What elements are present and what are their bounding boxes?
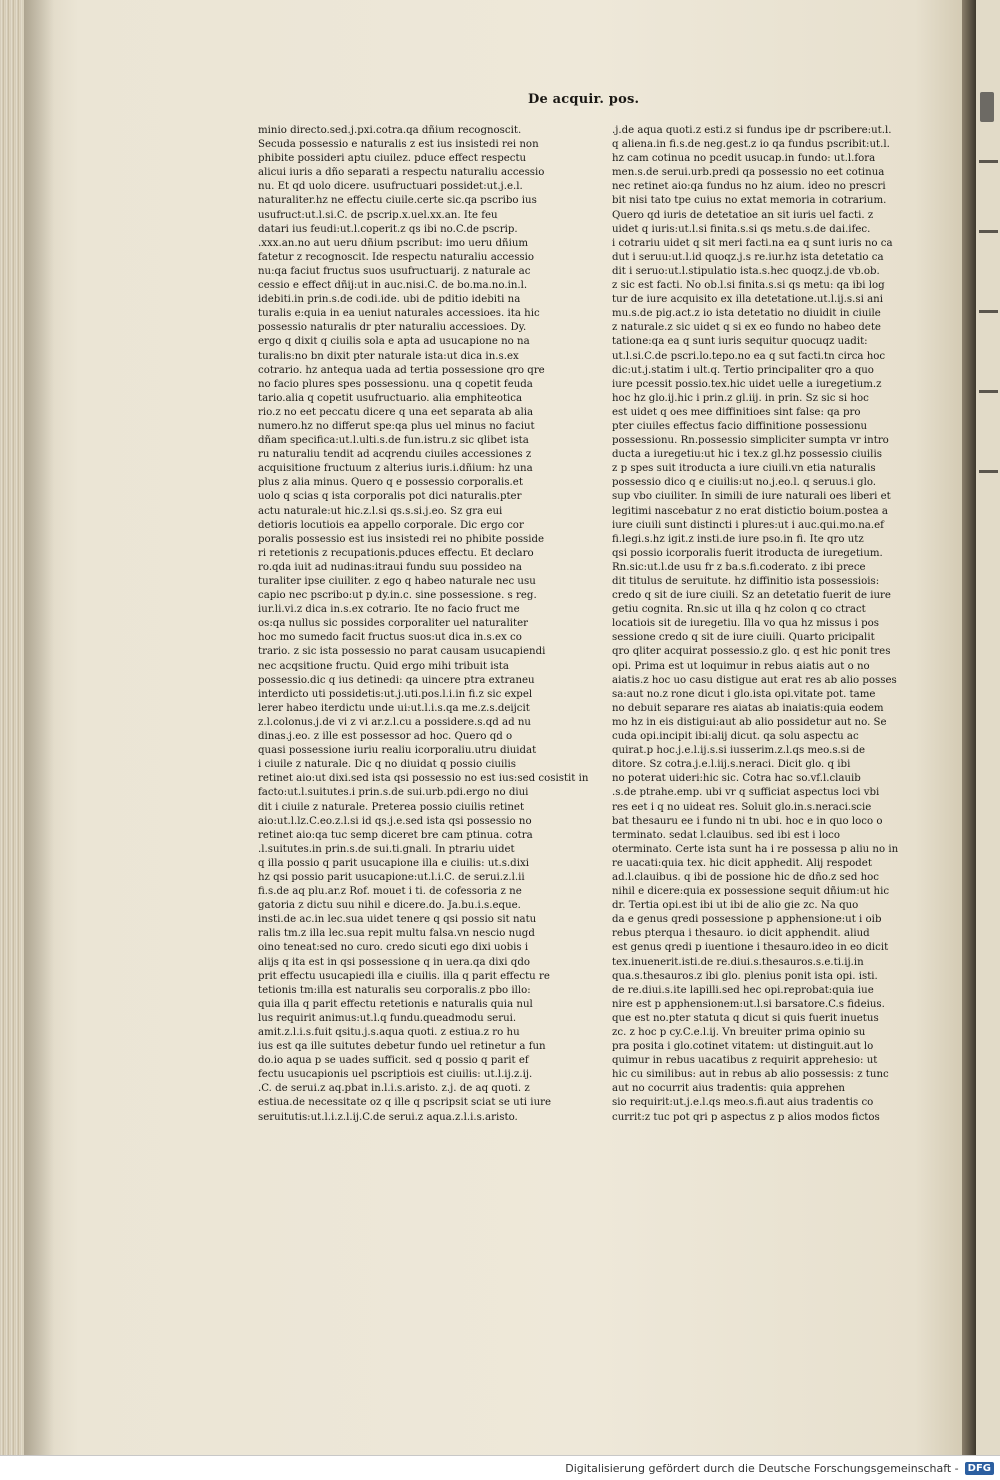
digitization-footer [0,1455,1000,1480]
text-line: no debuit separare res aiatas ab inaiatis:quia eodem [612,702,884,714]
text-line: pter ciuiles effectus facio diffinitione possessionu [612,420,868,432]
text-line: zc. z hoc p cy.C.e.l.ij. Vn breuiter prima opinio su [612,1027,866,1038]
text-line: ru naturaliu tendit ad acqrendu ciuiles accessiones z [258,449,532,461]
text-line: nec retinet aio:qa fundus no hz aium. ideo no prescri [612,181,886,193]
text-line: est genus qredi p iuentione i thesauro.ideo in eo dicit [612,942,889,954]
text-line: sup vbo ciuiliter. In simili de iure naturali oes liberi et [612,491,891,503]
text-line: ut.l.si.C.de pscri.lo.tepo.no ea q sut facti.tn circa hoc [612,350,886,362]
text-line: tetionis tm:illa est naturalis seu corporalis.z pbo illo: [258,984,531,996]
text-line: est uidet q oes mee diffinitioes sint false: qa pro [612,406,861,418]
text-line: do.io aqua p se uades sufficit. sed q possio q parit ef [258,1055,529,1067]
text-line: seruitutis:ut.l.i.z.l.ij.C.de serui.z aqua.z.l.i.s.aristo. [258,1111,518,1123]
text-line: .s.de ptrahe.emp. ubi vr q sufficiat aspectus loci vbi [612,787,880,799]
text-line: trario. z sic ista possessio no parat causam usucapiendi [258,646,546,658]
dfg-logo: DFG [965,1462,994,1475]
text-line: poralis possessio est ius insistedi rei no phibite posside [258,533,545,545]
text-line: dr. Tertia opi.est ibi ut ibi de alio gie zc. Na quo [612,900,859,912]
text-line: pra posita i glo.cotinet vitatem: ut distinguit.aut lo [612,1041,874,1053]
text-line: nu:qa faciut fructus suos usufructuarij. z naturale ac [258,265,531,277]
text-line: cuda opi.incipit ibi:alij dicut. qa solu aspectu ac [612,731,859,743]
text-line: .C. de serui.z aq.pbat in.l.i.s.aristo. z.j. de aq quoti. z [258,1083,530,1095]
text-line: rio.z no eet peccatu dicere q una eet separata ab alia [258,406,534,418]
text-line: Quero qd iuris de detetatioe an sit iuris uel facti. z [612,209,874,221]
text-line: amit.z.l.i.s.fuit qsitu.j.s.aqua quoti. z estiua.z ro hu [258,1027,520,1038]
book-fore-edge [0,0,24,1455]
text-line: q illa possio q parit usucapione illa e ciuilis: ut.s.dixi [258,857,529,869]
text-line: dñam specifica:ut.l.ulti.s.de fun.istru.z sic qlibet ista [258,435,529,447]
facing-page-edge [976,0,1000,1455]
text-line: actu naturale:ut hic.z.l.si qs.s.si.j.eo. Sz gra eui [258,505,503,517]
text-line: tur de iure acquisito ex illa detetatione.ut.l.ij.s.si ani [612,294,883,306]
text-line: fectu usucapionis uel pscriptiois est ciuilis: ut.l.ij.z.ij. [258,1069,533,1081]
text-line: ergo q dixit q ciuilis sola e apta ad usucapione no na [258,336,530,348]
text-line: da e genus qredi possessione p apphensione:ut i oib [612,914,882,926]
text-line: possessio dico q e ciuilis:ut no.j.eo.l. q seruus.i glo. [612,477,877,489]
text-line: iure pcessit possio.tex.hic uidet uelle a iuregetium.z [612,378,882,390]
text-line: ri retetionis z recupationis.pduces effectu. Et declaro [258,547,534,559]
text-line: sessione credo q sit de iure ciuili. Quarto pricipalit [612,632,875,644]
facing-text-fragment [979,230,998,233]
text-line: re uacati:quia tex. hic dicit apphedit. Alij respodet [612,857,872,869]
text-line: ro.qda iuit ad nudinas:itraui fundu suu possideo na [258,561,522,573]
text-line: lus requirit animus:ut.l.q fundu.queadmodu serui. [258,1012,517,1024]
text-line: dit titulus de seruitute. hz diffinitio ista possessiois: [612,576,880,587]
text-line: q aliena.in fi.s.de neg.gest.z io qa fundus pscribit:ut.l. [612,139,890,151]
text-line: plus z alia minus. Quero q e possessio corporalis.et [258,477,523,489]
text-line: alicui iuris a dño separati a respectu naturaliu accessio [258,167,545,179]
text-line: Secuda possessio e naturalis z est ius insistedi rei non [258,139,539,151]
text-line: men.s.de serui.urb.predi qa possessio no eet cotinua [612,167,885,179]
text-line: alijs q ita est in qsi possessione q in uera.qa dixi qdo [258,956,530,968]
text-line: acquisitione fructuum z alterius iuris.i.dñium: hz una [258,463,533,475]
text-line: oino teneat:sed no curo. credo sicuti ego dixi uobis i [258,942,529,954]
text-line: sa:aut no.z rone dicut i glo.ista opi.vitate pot. tame [612,688,876,700]
text-line: tatione:qa ea q sunt iuris sequitur quocuqz uadit: [612,336,868,348]
text-line: cotrario. hz antequa uada ad tertia possessione qro qre [258,364,545,376]
text-line: oterminato. Certe ista sunt ha i re possessa p aliu no in [612,843,899,855]
text-line: opi. Prima est ut loquimur in rebus aiatis aut o no [612,660,870,672]
text-line: no poterat uideri:hic sic. Cotra hac so.vf.l.clauib [612,773,861,785]
text-line: retinet aio:qa tuc semp diceret bre cam ptinua. cotra [258,829,533,841]
text-line: insti.de ac.in lec.sua uidet tenere q qsi possio sit natu [258,914,537,926]
text-line: qro qliter acquirat possessio.z glo. q est hic ponit tres [612,646,891,658]
text-line: ditore. Sz cotra.j.e.l.iij.s.neraci. Dicit glo. q ibi [612,759,851,771]
facing-text-fragment [979,470,998,473]
text-line: ius est qa ille suitutes debetur fundo uel retinetur a fun [258,1041,546,1053]
text-line: qsi possio icorporalis fuerit itroducta de iuregetium. [612,547,883,559]
text-line: uolo q scias q ista corporalis pot dici naturalis.pter [258,491,522,503]
text-line: gatoria z dictu suu nihil e dicere.do. Ja.bu.i.s.eque. [258,900,521,912]
running-head: De acquir. pos. [528,92,640,107]
text-line: facto:ut.l.suitutes.i prin.s.de sui.urb.pdi.ergo no diui [258,787,529,799]
text-line: possessio naturalis dr pter naturaliu accessioes. Dy. [258,322,527,334]
text-line: qua.s.thesauros.z ibi glo. plenius ponit ista opi. isti. [612,970,878,982]
text-line: terminato. sedat l.clauibus. sed ibi est i loco [612,829,841,841]
text-line: mo hz in eis distigui:aut ab alio possidetur aut no. Se [612,716,887,728]
page-shadow [24,0,54,1455]
text-line: lerer habeo iterdictu unde ui:ut.l.i.s.qa me.z.s.deijcit [258,702,530,714]
text-line: hic cu similibus: aut in rebus ab alio possessis: z tunc [612,1069,889,1081]
text-line: possessio.dic q ius detinedi: qa uincere ptra extraneu [258,674,535,686]
text-line: fi.s.de aq plu.ar.z Rof. mouet i ti. de cofessoria z ne [258,886,522,898]
text-line: locatiois sit de iuregetiu. Illa vo qua hz missus i pos [612,618,879,630]
text-line: nec acqsitione fructu. Quid ergo mihi tribuit ista [258,660,509,672]
text-line: getiu cognita. Rn.sic ut illa q hz colon q co ctract [612,604,866,616]
text-line: minio directo.sed.j.pxi.cotra.qa dñium recognoscit. [258,125,522,136]
text-line: currit:z tuc pot qri p aspectus z p alios modos fictos [612,1111,880,1123]
text-line: iure ciuili sunt distincti i plures:ut i auc.qui.mo.na.ef [612,519,884,531]
text-line: no facio plures spes possessionu. una q copetit feuda [258,378,533,390]
text-line: legitimi nascebatur z no erat distictio boium.postea a [612,505,888,517]
text-line: de re.diui.s.ite lapilli.sed hec opi.reprobat:quia iue [612,984,874,996]
text-line: i ciuile z naturale. Dic q no diuidat q possio ciuilis [258,759,517,771]
text-line: nire est p apphensionem:ut.l.si barsatore.C.s fideius. [612,998,885,1010]
clip-marker [980,92,994,122]
text-line: cessio e effect dñij:ut in auc.nisi.C. de bo.ma.no.in.l. [258,280,528,292]
text-line: ad.l.clauibus. q ibi de possione hic de dño.z sed hoc [612,871,879,883]
text-line: dinas.j.eo. z ille est possessor ad hoc. Quero qd o [258,731,513,743]
right-text-column [612,124,899,1125]
book-gutter [962,0,976,1455]
text-line: fatetur z recognoscit. Ide respectu naturaliu accessio [258,251,535,263]
text-line: iur.li.vi.z dica in.s.ex cotrario. Ite no facio fruct me [258,604,520,616]
text-line: possessionu. Rn.possessio simpliciter sumpta vr intro [612,435,889,447]
text-line: detioris locutiois ea appello corporale. Dic ergo cor [258,519,524,531]
text-line: turalis:no bn dixit pter naturale ista:ut dica in.s.ex [258,350,519,362]
text-line: dit i seruo:ut.l.stipulatio ista.s.hec quoqz.j.de vb.ob. [612,265,880,277]
text-line: hoc hz glo.ij.hic i prin.z gl.iij. in prin. Sz sic si hoc [612,392,869,404]
text-line: .l.suitutes.in prin.s.de sui.ti.gnali. In ptrariu uidet [258,843,515,855]
text-line: quirat.p hoc.j.e.l.ij.s.si iusserim.z.l.qs meo.s.si de [612,745,866,757]
text-line: ducta a iuregetiu:ut hic i tex.z gl.hz possessio ciuilis [612,449,882,461]
text-line: sio requirit:ut.j.e.l.qs meo.s.fi.aut aius tradentis co [612,1097,874,1109]
text-line: os:qa nullus sic possides corporaliter uel naturaliter [258,618,528,630]
text-line: nihil e dicere:quia ex possessione sequit dñium:ut hic [612,886,890,898]
text-line: mu.s.de pig.act.z io ista detetatio no diuidit in ciuile [612,308,881,320]
facing-text-fragment [979,310,998,313]
text-line: aiatis.z hoc uo casu distigue aut erat res ab alio posses [612,674,897,686]
text-line: z naturale.z sic uidet q si ex eo fundo no habeo dete [612,322,881,334]
text-line: credo q sit de iure ciuili. Sz an detetatio fuerit de iure [612,590,891,602]
text-line: hz qsi possio parit usucapione:ut.l.i.C. de serui.z.l.ii [258,871,525,883]
text-line: nu. Et qd uolo dicere. usufructuari possidet:ut.j.e.l. [258,181,523,193]
text-line: .j.de aqua quoti.z esti.z si fundus ipe dr pscribere:ut.l. [612,125,892,136]
text-line: prit effectu usucapiedi illa e ciuilis. illa q parit effectu re [258,970,550,982]
text-line: z p spes suit itroducta a iure ciuili.vn etia naturalis [612,463,876,475]
text-line: .xxx.an.no aut ueru dñium pscribut: imo ueru dñium [258,237,529,249]
text-line: dic:ut.j.statim i ult.q. Tertio principaliter qro a quo [612,364,874,376]
funding-notice: Digitalisierung gefördert durch die Deutsche Forschungsgemeinschaft - [565,1461,959,1475]
text-line: datari ius feudi:ut.l.coperit.z qs ibi no.C.de pscrip. [258,223,518,235]
text-line: dit i ciuile z naturale. Preterea possio ciuilis retinet [258,801,525,813]
text-line: i cotrariu uidet q sit meri facti.na ea q sunt iuris no ca [612,237,893,249]
text-line: que est no.pter statuta q dicut si quis fuerit inuetus [612,1012,879,1024]
text-line: estiua.de necessitate oz q ille q pscripsit sciat se uti iure [258,1097,552,1109]
text-line: phibite possideri aptu ciuilez. pduce effect respectu [258,153,527,165]
text-line: hz cam cotinua no pcedit usucap.in fundo: ut.l.fora [612,153,876,165]
text-line: interdicto uti possidetis:ut.j.uti.pos.l.i.in fi.z sic expel [258,688,533,700]
text-line: uidet q iuris:ut.l.si finita.s.si qs metu.s.de dai.ifec. [612,223,871,235]
text-line: res eet i q no uideat res. Soluit glo.in.s.neraci.scie [612,801,872,813]
text-line: idebiti.in prin.s.de codi.ide. ubi de pditio idebiti na [258,294,521,306]
facing-text-fragment [979,160,998,163]
text-line: hoc mo sumedo facit fructus suos:ut dica in.s.ex co [258,632,522,644]
text-line: z.l.colonus.j.de vi z vi ar.z.l.cu a possidere.s.qd ad nu [258,716,531,728]
text-line: quia illa q parit effectu retetionis e naturalis quia nul [258,998,533,1010]
text-line: Rn.sic:ut.l.de usu fr z ba.s.fi.coderato. z ibi prece [612,561,866,573]
text-line: rebus pterqua i thesauro. io dicit apphendit. aliud [612,928,870,940]
text-line: aio:ut.l.lz.C.eo.z.l.si id qs.j.e.sed ista qsi possessio no [258,815,532,827]
text-line: capio nec pscribo:ut p dy.in.c. sine possessione. s reg. [258,590,537,602]
text-line: aut no cocurrit aius tradentis: quia apprehen [612,1083,845,1095]
text-line: retinet aio:ut dixi.sed ista qsi possessio no est ius:sed cosistit in [258,773,589,785]
facing-text-fragment [979,390,998,393]
text-line: turalis e:quia in ea ueniut naturales accessioes. ita hic [258,308,540,320]
text-line: quimur in rebus uacatibus z requirit apprehesio: ut [612,1055,878,1067]
text-line: z sic est facti. No ob.l.si finita.s.si qs metu: qa ibi log [612,280,885,292]
text-line: tario.alia q copetit usufructuario. alia emphiteotica [258,392,523,404]
text-line: fi.legi.s.hz igit.z insti.de iure pso.in fi. Ite qro utz [612,533,864,545]
text-line: dut i seruu:ut.l.id quoqz.j.s re.iur.hz ista detetatio ca [612,251,884,263]
text-line: bit nisi tato tpe cuius no extat memoria in cotrarium. [612,195,887,207]
text-line: numero.hz no differut spe:qa plus uel minus no faciut [258,420,535,432]
text-line: tex.inuenerit.isti.de re.diui.s.thesauros.s.e.ti.ij.in [612,956,864,968]
text-line: naturaliter.hz ne effectu ciuile.certe sic.qa pscribo ius [258,195,537,207]
text-line: ralis tm.z illa lec.sua repit multu falsa.vn nescio nugd [258,928,535,940]
text-line: bat thesauru ee i fundo ni tn ubi. hoc e in quo loco o [612,815,883,827]
text-line: usufruct:ut.l.si.C. de pscrip.x.uel.xx.an. Ite feu [258,209,498,221]
text-line: turaliter ipse ciuiliter. z ego q habeo naturale nec usu [258,576,536,587]
text-line: quasi possessione iuriu realiu icorporaliu.utru diuidat [258,745,537,757]
left-text-column [258,124,589,1125]
